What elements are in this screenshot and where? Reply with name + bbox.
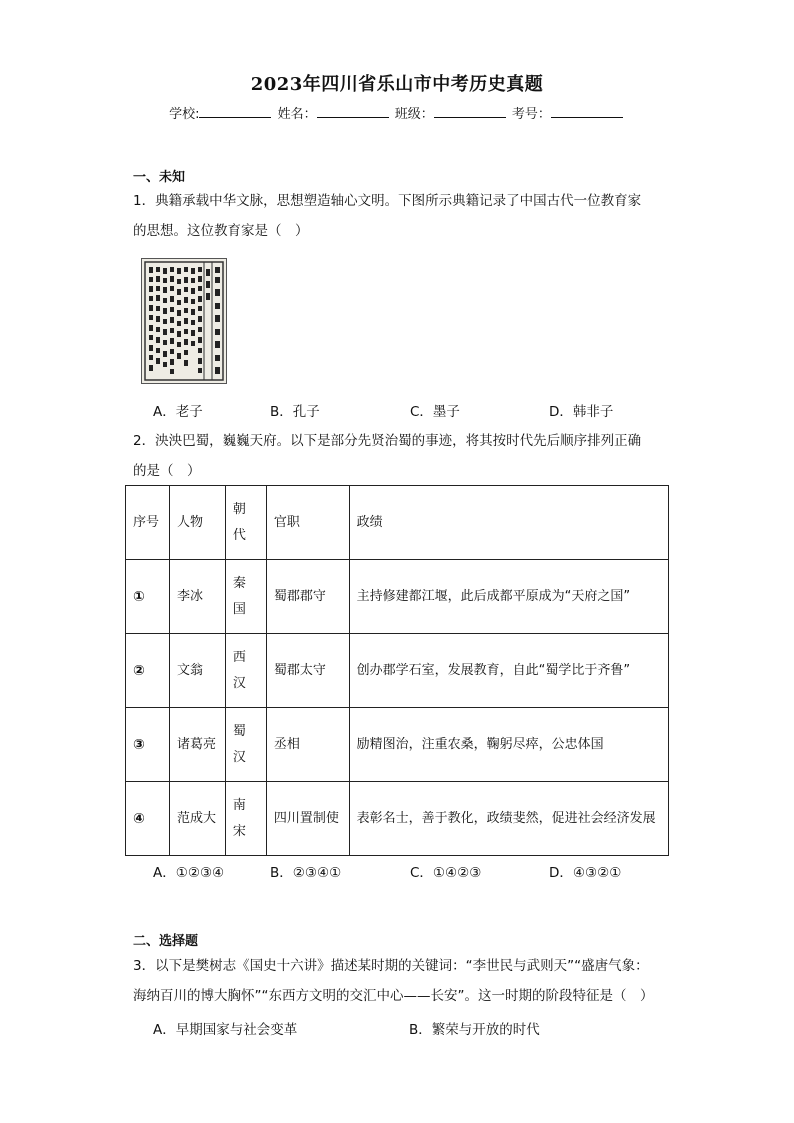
q2-option-d[interactable]: D．④③②① [549,865,622,881]
table-cell-index: ③ [126,708,170,782]
table-cell-index: ① [126,560,170,634]
q2-stem-line2: 的是（ ） [133,463,201,479]
table-header-cell: 官职 [266,486,349,560]
class-blank[interactable] [434,105,506,118]
q2-stem-line1: 2．泱泱巴蜀，巍巍天府。以下是部分先贤治蜀的事迹，将其按时代先后顺序排列正确 [133,433,642,449]
table-header-row [126,486,669,560]
class-label: 班级： [394,107,434,122]
table-cell-title: 蜀郡郡守 [266,560,349,634]
name-label: 姓名： [277,107,317,122]
q3-option-a[interactable]: A．早期国家与社会变革 [153,1022,298,1038]
table-cell-index: ④ [126,782,170,856]
q2-option-a[interactable]: A．①②③④ [153,865,225,881]
q1-stem-line2: 的思想。这位教育家是（ ） [133,223,309,239]
ancient-book-page-icon [141,258,227,384]
table-cell-dynasty: 西汉 [225,634,266,708]
q1-option-b[interactable]: B．孔子 [270,404,320,420]
table-cell-achievement: 励精图治，注重农桑，鞠躬尽瘁，公忠体国 [349,708,668,782]
exam-no-label: 考号： [511,107,551,122]
table-cell-dynasty: 蜀汉 [225,708,266,782]
table-cell-dynasty: 秦国 [225,560,266,634]
school-label: 学校: [169,107,200,122]
table-header-cell: 朝代 [225,486,266,560]
table-cell-title: 蜀郡太守 [266,634,349,708]
table-row [126,560,669,634]
table-header-cell: 序号 [126,486,170,560]
school-blank[interactable] [199,105,271,118]
table-header-cell: 政绩 [349,486,668,560]
section-1-title: 一、未知 [133,170,186,185]
table-cell-achievement: 表彰名士，善于教化，政绩斐然，促进社会经济发展 [349,782,668,856]
q1-option-a[interactable]: A．老子 [153,404,203,420]
table-cell-title: 丞相 [266,708,349,782]
table-cell-title: 四川置制使 [266,782,349,856]
table-cell-achievement: 主持修建都江堰，此后成都平原成为“天府之国” [349,560,668,634]
table-cell-person: 范成大 [169,782,225,856]
table-row [126,708,669,782]
q1-option-d[interactable]: D．韩非子 [549,404,614,420]
name-blank[interactable] [317,105,389,118]
q2-option-b[interactable]: B．②③④① [270,865,342,881]
table-cell-person: 文翁 [169,634,225,708]
q2-option-c[interactable]: C．①④②③ [410,865,482,881]
table-cell-person: 李冰 [169,560,225,634]
table-cell-dynasty: 南宋 [225,782,266,856]
table-cell-person: 诸葛亮 [169,708,225,782]
table-cell-index: ② [126,634,170,708]
student-info-row [0,103,794,122]
q1-stem-line1: 1．典籍承载中华文脉，思想塑造轴心文明。下图所示典籍记录了中国古代一位教育家 [133,193,642,209]
table-cell-achievement: 创办郡学石室，发展教育，自此“蜀学比于齐鲁” [349,634,668,708]
section-2-title: 二、选择题 [133,934,199,949]
q2-table [125,485,669,856]
table-row [126,634,669,708]
exam-no-blank[interactable] [551,105,623,118]
table-header-cell: 人物 [169,486,225,560]
page-title: 2023年四川省乐山市中考历史真题 [250,74,544,95]
q1-option-c[interactable]: C．墨子 [410,404,460,420]
q3-stem-line2: 海纳百川的博大胸怀”“东西方文明的交汇中心——长安”。这一时期的阶段特征是（ ） [133,988,654,1004]
table-row [126,782,669,856]
q3-stem-line1: 3．以下是樊树志《国史十六讲》描述某时期的关键词：“李世民与武则天”“盛唐气象： [133,958,649,974]
q3-option-b[interactable]: B．繁荣与开放的时代 [409,1022,540,1038]
